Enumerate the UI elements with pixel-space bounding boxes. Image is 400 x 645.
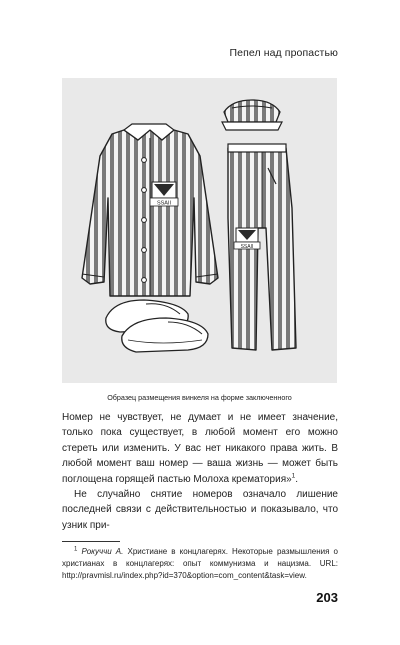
striped-jacket [82, 124, 218, 296]
paragraph [62, 410, 338, 487]
running-head: Пепел над пропастью [229, 47, 338, 59]
striped-cap [222, 100, 282, 130]
footnote-text: Христиане в концлагерях. Некоторые размышления о христианах в концлагерях: опыт коммунизма и нацизма. URL: http://pravmisl.ru/index.php?id=370&option=com_content&task=view. [62, 547, 338, 580]
trousers-triangle-badge [234, 228, 260, 250]
jacket-triangle-badge [150, 182, 178, 207]
jacket-badge-number: SSAII [156, 200, 172, 207]
figure-caption: Образец размещения винкеля на форме заключенного [107, 393, 292, 402]
paragraph-text: Номер не чувствует, не думает и не имеет значение, только пока существует, в любой момент его можно стереть или изменить. У вас нет никакого права жить. В любой момент ваш номер — ваша жизнь — может быть поглощена горящей пастью Молоха крематория» [62, 412, 338, 485]
footnote [62, 546, 338, 582]
body-text [62, 410, 338, 533]
uniform-illustration [62, 78, 337, 383]
wooden-clogs [106, 300, 208, 352]
paragraph-end: . [295, 473, 299, 485]
page-number: 203 [316, 590, 338, 605]
trousers-badge-number: SSAII [240, 243, 254, 250]
footnote-reference: 1 [291, 472, 296, 480]
paragraph: Не случайно снятие номеров означало лишение последней связи с действительностью и показывало, что узник при- [62, 489, 338, 531]
footnote-marker: 1 [74, 546, 78, 553]
footnote-author: Рокуччи А. [81, 547, 124, 556]
footnote-divider [62, 541, 120, 542]
